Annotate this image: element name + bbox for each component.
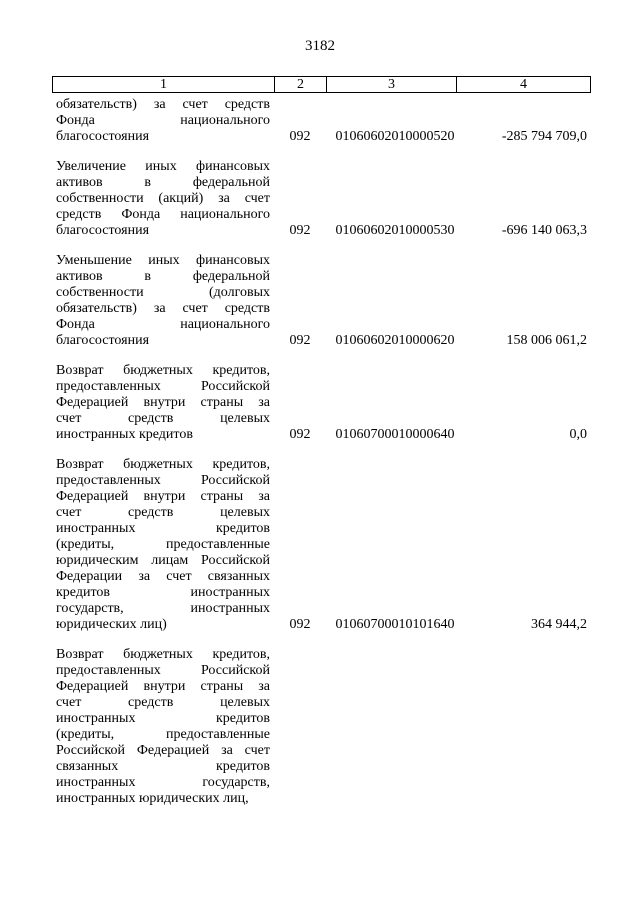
description-line: благосостояния: [56, 223, 150, 238]
amount: -285 794 709,0: [501, 129, 587, 144]
row-description: [56, 97, 270, 145]
description-line: собственности (акций) за счет: [56, 191, 270, 206]
amount: 364 944,2: [531, 617, 587, 632]
table-row: [56, 457, 591, 633]
row-description: [56, 647, 270, 807]
amount: 158 006 061,2: [506, 333, 587, 348]
description-line: Федерацией внутри страны за: [56, 395, 270, 410]
description-line: благосостояния: [56, 333, 150, 348]
description-line: кредитов иностранных: [56, 585, 270, 600]
description-line: юридическим лицам Российской: [56, 553, 270, 568]
description-line: связанных кредитов: [56, 759, 270, 774]
description-line: Федерацией внутри страны за: [56, 679, 270, 694]
description-line: иностранных юридических лиц,: [56, 791, 249, 806]
table-body: [56, 97, 591, 807]
admin-code: 092: [289, 617, 311, 632]
budget-code: 01060700010101640: [335, 617, 455, 632]
description-line: счет средств целевых: [56, 505, 270, 520]
header-col-4: 4: [520, 77, 527, 92]
description-line: Федерацией внутри страны за: [56, 489, 270, 504]
description-line: обязательств) за счет средств: [56, 301, 270, 316]
description-line: средств Фонда национального: [56, 207, 270, 222]
header-col-2: 2: [275, 77, 327, 92]
description-line: Возврат бюджетных кредитов,: [56, 647, 270, 662]
description-line: Фонда национального: [56, 317, 270, 332]
description-line: государств, иностранных: [56, 601, 270, 616]
row-description: [56, 159, 270, 239]
description-line: (кредиты, предоставленные: [56, 727, 270, 742]
description-line: (кредиты, предоставленные: [56, 537, 270, 552]
admin-code: 092: [289, 333, 311, 348]
admin-code: 092: [289, 129, 311, 144]
description-line: активов в федеральной: [56, 175, 270, 190]
description-line: Фонда национального: [56, 113, 270, 128]
description-line: благосостояния: [56, 129, 150, 144]
budget-code: 01060602010000520: [335, 129, 455, 144]
description-line: активов в федеральной: [56, 269, 270, 284]
row-description: [56, 363, 270, 443]
header-col-1: 1: [53, 77, 275, 92]
row-description: [56, 253, 270, 349]
budget-code: 01060700010000640: [335, 427, 455, 442]
table-row: [56, 159, 591, 239]
description-line: иностранных кредитов: [56, 521, 270, 536]
description-line: предоставленных Российской: [56, 663, 270, 678]
row-description: [56, 457, 270, 633]
budget-code: 01060602010000620: [335, 333, 455, 348]
description-line: иностранных кредитов: [56, 427, 193, 442]
page-number: 3182: [305, 38, 335, 54]
description-line: Возврат бюджетных кредитов,: [56, 457, 270, 472]
table-row: [56, 363, 591, 443]
table-header: [52, 76, 591, 93]
description-line: предоставленных Российской: [56, 379, 270, 394]
description-line: Российской Федерацией за счет: [56, 743, 270, 758]
budget-code: 01060602010000530: [335, 223, 455, 238]
table-row: [56, 97, 591, 145]
description-line: собственности (долговых: [56, 285, 270, 300]
description-line: счет средств целевых: [56, 411, 270, 426]
description-line: Уменьшение иных финансовых: [56, 253, 270, 268]
description-line: счет средств целевых: [56, 695, 270, 710]
description-line: обязательств) за счет средств: [56, 97, 270, 112]
description-line: Увеличение иных финансовых: [56, 159, 270, 174]
description-line: иностранных государств,: [56, 775, 270, 790]
amount: -696 140 063,3: [501, 223, 587, 238]
amount: 0,0: [569, 427, 587, 442]
table-row: [56, 253, 591, 349]
description-line: Федерации за счет связанных: [56, 569, 270, 584]
description-line: юридических лиц): [56, 617, 167, 632]
table-row: [56, 647, 591, 807]
admin-code: 092: [289, 427, 311, 442]
description-line: Возврат бюджетных кредитов,: [56, 363, 270, 378]
description-line: иностранных кредитов: [56, 711, 270, 726]
header-col-3: 3: [327, 77, 457, 92]
admin-code: 092: [289, 223, 311, 238]
description-line: предоставленных Российской: [56, 473, 270, 488]
